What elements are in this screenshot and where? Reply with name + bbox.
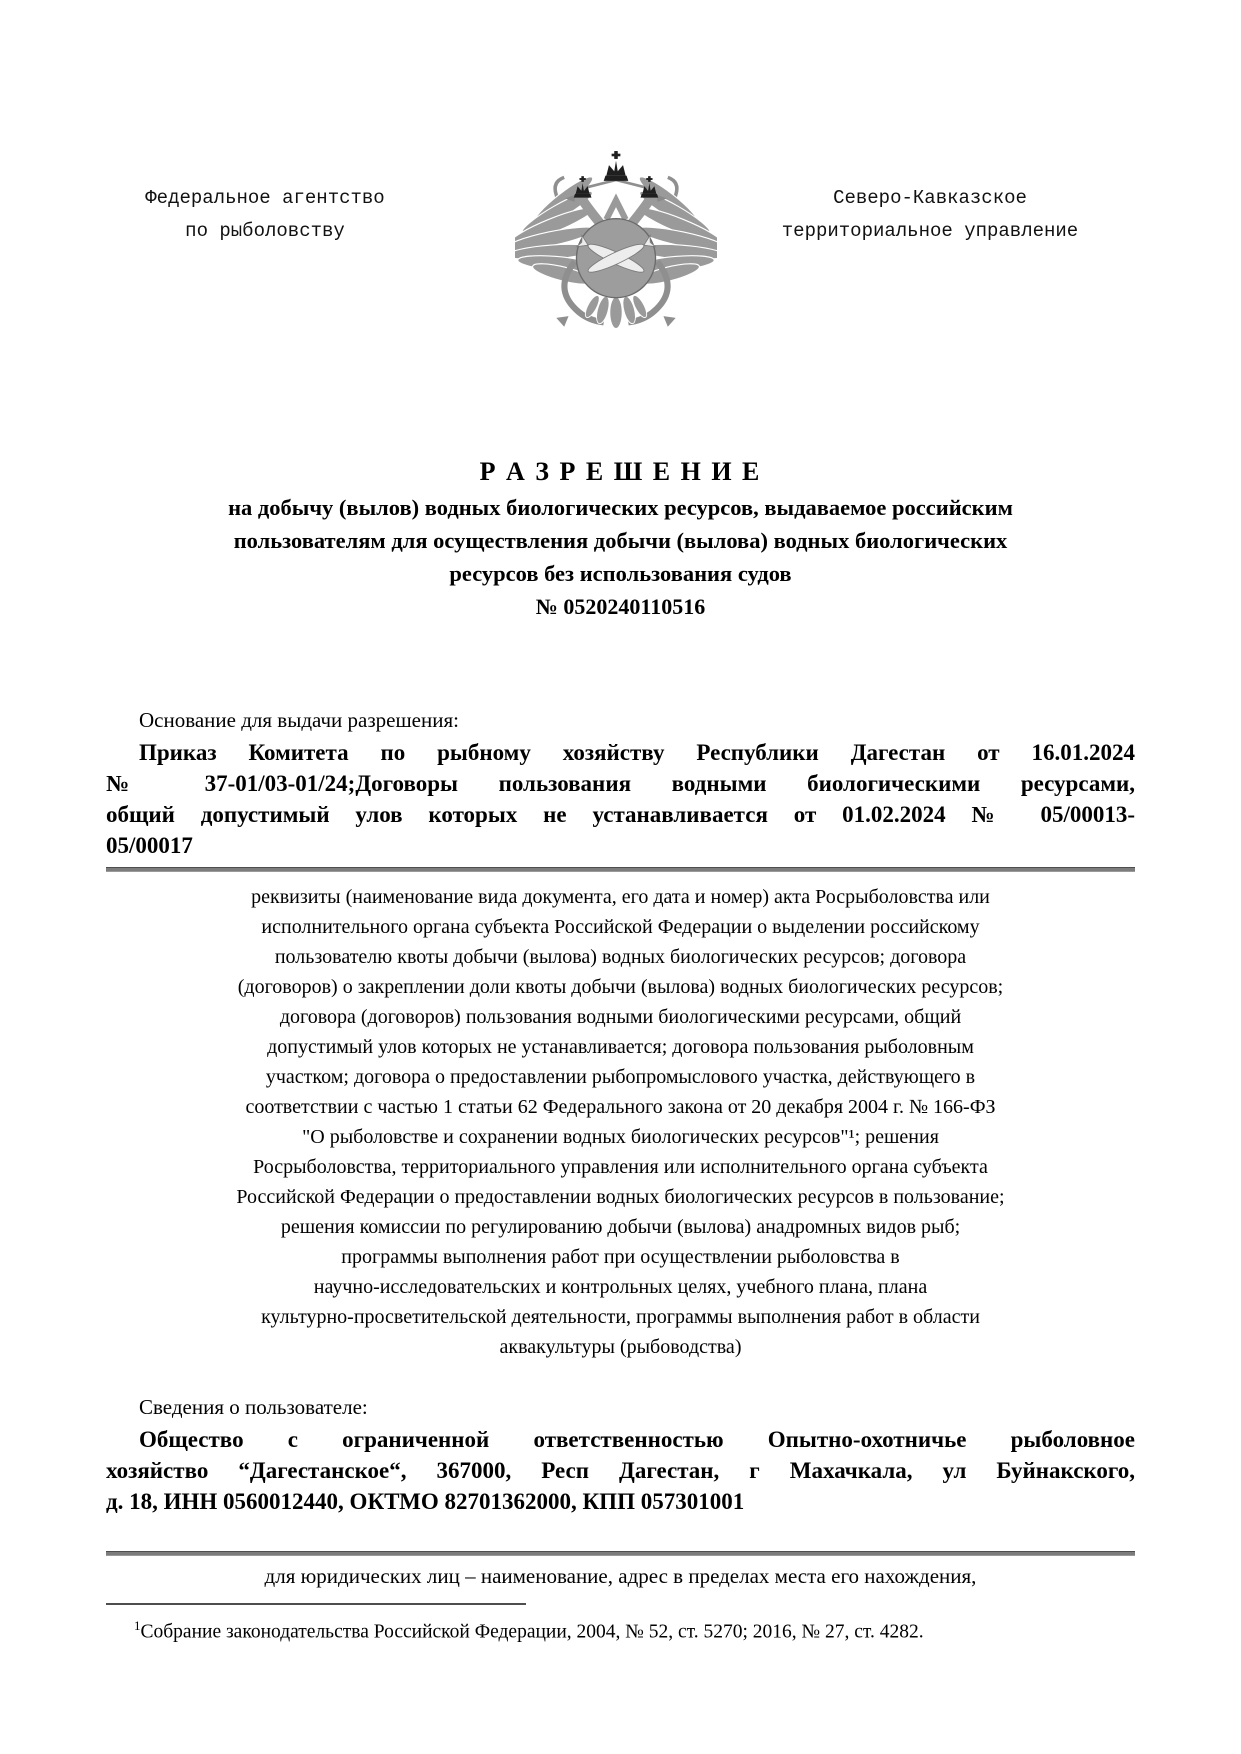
user-info-line: Общество с ограниченной ответственностью Опытно-охотничье рыболовное	[139, 1427, 1135, 1452]
subtitle-line: ресурсов без использования судов	[449, 561, 792, 586]
basis-line: 05/00017	[106, 833, 193, 858]
basis-label: Основание для выдачи разрешения:	[139, 708, 459, 732]
org-line: территориальное управление	[781, 220, 1079, 242]
document-header	[0, 0, 1241, 345]
separator-rule-bottom	[106, 1551, 1135, 1556]
legal-note-line: участком; договора о предоставлении рыбопромыслового участка, действующего в	[265, 1066, 976, 1088]
territorial-administration-name	[718, 182, 1142, 248]
document-title: Р А З Р Е Ш Е Н И Е	[479, 457, 762, 486]
footnote	[106, 1612, 1135, 1647]
document-body	[0, 453, 1241, 1647]
field-legend: для юридических лиц – наименование, адрес в пределах места его нахождения,	[264, 1564, 977, 1588]
basis-line: общий допустимый улов которых не устанавливается от 01.02.2024 № 05/00013-	[106, 802, 1135, 827]
org-line: по рыболовству	[185, 220, 345, 242]
footnote-text: Собрание законодательства Российской Федерации, 2004, № 52, ст. 5270; 2016, № 27, ст. 4282.	[140, 1621, 924, 1643]
org-line: Федеральное агентство	[145, 187, 385, 209]
issuing-agency-name	[60, 182, 470, 248]
basis-text	[106, 737, 1135, 861]
legal-note-line: исполнительного органа субъекта Российской Федерации о выделении российскому	[261, 916, 980, 938]
footnote-separator	[106, 1603, 526, 1605]
legal-note-line: соответствии с частью 1 статьи 62 Федерального закона от 20 декабря 2004 г. № 166-ФЗ	[245, 1096, 996, 1118]
basis-line: Приказ Комитета по рыбному хозяйству Республики Дагестан от 16.01.2024	[139, 740, 1135, 765]
user-info-section	[106, 1390, 1135, 1517]
legal-note-line: научно-исследовательских и контрольных целях, учебного плана, плана	[313, 1276, 928, 1298]
permit-number: № 0520240110516	[535, 594, 706, 619]
user-info-line: хозяйство “Дагестанское“, 367000, Респ Дагестан, г Махачкала, ул Буйнакского,	[106, 1458, 1135, 1483]
legal-note-line: допустимый улов которых не устанавливается; договора пользования рыболовным	[267, 1036, 974, 1058]
user-info-label: Сведения о пользователе:	[139, 1395, 368, 1419]
subtitle-line: пользователям для осуществления добычи (вылова) водных биологических	[233, 528, 1008, 553]
legal-note-line: Росрыболовства, территориального управления или исполнительного органа субъекта	[253, 1156, 988, 1178]
basis-line: № 37-01/03-01/24;Договоры пользования водными биологическими ресурсами,	[106, 771, 1135, 796]
rosrybolovstvo-emblem-icon	[515, 138, 717, 345]
org-line: Северо-Кавказское	[833, 187, 1027, 209]
document-subtitle	[106, 491, 1135, 590]
separator-rule	[106, 867, 1135, 872]
legal-note-line: "О рыболовстве и сохранении водных биологических ресурсов"¹; решения	[302, 1126, 939, 1148]
basis-section	[106, 703, 1135, 861]
footnote-marker: 1	[134, 1618, 141, 1633]
legal-note-line: культурно-просветительской деятельности, программы выполнения работ в области	[261, 1306, 980, 1328]
legal-note	[106, 882, 1135, 1362]
legal-note-line: пользователю квоты добычи (вылова) водных биологических ресурсов; договора	[274, 946, 967, 968]
legal-note-line: договора (договоров) пользования водными биологическими ресурсами, общий	[279, 1006, 962, 1028]
legal-note-line: аквакультуры (рыбоводства)	[499, 1336, 742, 1358]
legal-note-line: Российской Федерации о предоставлении водных биологических ресурсов в пользование;	[236, 1186, 1005, 1208]
legal-note-line: реквизиты (наименование вида документа, его дата и номер) акта Росрыболовства или	[251, 886, 990, 908]
legal-note-line: программы выполнения работ при осуществлении рыболовства в	[341, 1246, 900, 1268]
user-info-line: д. 18, ИНН 0560012440, ОКТМО 82701362000, КПП 057301001	[106, 1489, 745, 1514]
legal-note-line: (договоров) о закреплении доли квоты добычи (вылова) водных биологических ресурсов;	[237, 976, 1004, 998]
subtitle-line: на добычу (вылов) водных биологических ресурсов, выдаваемое российским	[228, 495, 1013, 520]
user-info-text	[106, 1424, 1135, 1517]
legal-note-line: решения комиссии по регулированию добычи (вылова) анадромных видов рыб;	[280, 1216, 961, 1238]
